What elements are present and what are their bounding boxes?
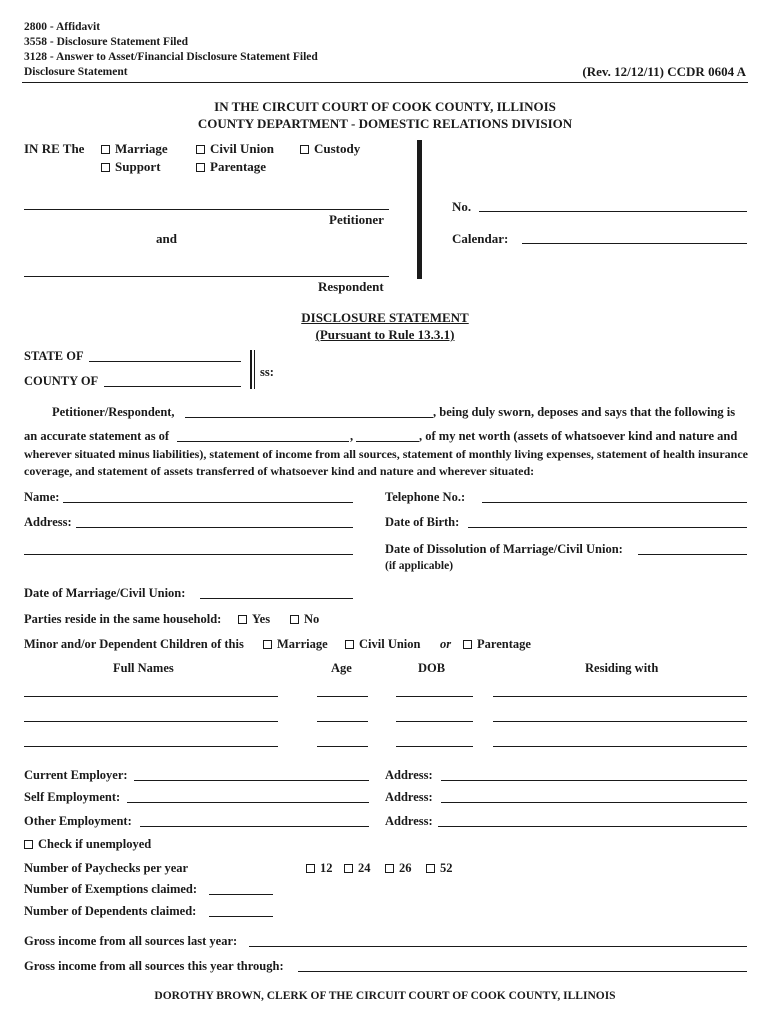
checkbox-icon[interactable] (101, 163, 110, 172)
paychecks-52-option[interactable]: 52 (426, 862, 453, 875)
checkbox-icon[interactable] (385, 864, 394, 873)
dissolution-label: Date of Dissolution of Marriage/Civil Union: (385, 542, 623, 556)
child-3-residing-field[interactable] (493, 746, 747, 747)
other-employment-address-label: Address: (385, 814, 433, 828)
paychecks-26-option[interactable]: 26 (385, 862, 412, 875)
state-field[interactable] (89, 361, 241, 362)
checkbox-icon[interactable] (24, 840, 33, 849)
child-2-age-field[interactable] (317, 721, 368, 722)
if-applicable-note: (if applicable) (385, 560, 454, 572)
children-label: Minor and/or Dependent Children of this (24, 637, 244, 651)
form-code-answer-filed: 3128 - Answer to Asset/Financial Disclosure Statement Filed (24, 51, 318, 63)
children-marriage-option[interactable]: Marriage (263, 638, 328, 651)
current-employer-field[interactable] (134, 780, 369, 781)
col-dob: DOB (418, 661, 446, 675)
dob-label: Date of Birth: (385, 515, 460, 529)
paychecks-24-option[interactable]: 24 (344, 862, 371, 875)
dissolution-date-field[interactable] (638, 554, 747, 555)
household-no[interactable]: No (290, 613, 319, 626)
exemptions-field[interactable] (209, 894, 273, 895)
state-of-label: STATE OF (24, 349, 84, 363)
address-label: Address: (24, 515, 72, 529)
self-employment-address-field[interactable] (441, 802, 747, 803)
dob-field[interactable] (468, 527, 747, 528)
affiant-name-field[interactable] (185, 417, 433, 418)
court-division: COUNTY DEPARTMENT - DOMESTIC RELATIONS DIVISION (197, 116, 573, 131)
and-label: and (156, 231, 177, 246)
child-1-age-field[interactable] (317, 696, 368, 697)
respondent-line[interactable] (24, 276, 389, 277)
document-subtitle: (Pursuant to Rule 13.3.1) (315, 327, 455, 342)
statement-date-field[interactable] (177, 441, 349, 442)
household-yes[interactable]: Yes (238, 613, 270, 626)
checkbox-icon[interactable] (196, 163, 205, 172)
telephone-field[interactable] (482, 502, 747, 503)
child-3-age-field[interactable] (317, 746, 368, 747)
self-employment-address-label: Address: (385, 790, 433, 804)
self-employment-field[interactable] (127, 802, 369, 803)
col-residing-with: Residing with (585, 661, 659, 675)
court-name: IN THE CIRCUIT COURT OF COOK COUNTY, ILLINOIS (214, 99, 556, 114)
checkbox-icon[interactable] (101, 145, 110, 154)
checkbox-icon[interactable] (263, 640, 272, 649)
income-last-year-field[interactable] (249, 946, 747, 947)
caption-divider (417, 140, 422, 279)
col-full-names: Full Names (113, 661, 174, 675)
oath-sworn-text: , being duly sworn, deposes and says that the following is (433, 405, 736, 419)
self-employment-label: Self Employment: (24, 790, 121, 804)
oath-comma: , (350, 429, 354, 443)
children-civil-union-option[interactable]: Civil Union (345, 638, 420, 651)
petitioner-label: Petitioner (329, 212, 384, 227)
petitioner-line[interactable] (24, 209, 389, 210)
checkbox-icon[interactable] (344, 864, 353, 873)
document-title: DISCLOSURE STATEMENT (301, 310, 469, 325)
income-this-year-label: Gross income from all sources this year through: (24, 959, 284, 973)
dependents-label: Number of Dependents claimed: (24, 904, 197, 918)
children-parentage-option[interactable]: Parentage (463, 638, 531, 651)
checkbox-icon[interactable] (306, 864, 315, 873)
option-parentage[interactable]: Parentage (196, 160, 266, 173)
checkbox-icon[interactable] (463, 640, 472, 649)
form-code-affidavit: 2800 - Affidavit (24, 21, 101, 33)
marriage-date-label: Date of Marriage/Civil Union: (24, 586, 186, 600)
address-line-2[interactable] (24, 554, 353, 555)
paychecks-12-option[interactable]: 12 (306, 862, 333, 875)
income-last-year-label: Gross income from all sources last year: (24, 934, 238, 948)
child-1-name-field[interactable] (24, 696, 278, 697)
statement-year-field[interactable] (356, 441, 419, 442)
checkbox-icon[interactable] (238, 615, 247, 624)
children-or-text: or (440, 637, 452, 651)
exemptions-label: Number of Exemptions claimed: (24, 882, 198, 896)
case-number-field[interactable] (479, 211, 747, 212)
child-1-dob-field[interactable] (396, 696, 473, 697)
option-custody[interactable]: Custody (300, 142, 360, 155)
clerk-footer: DOROTHY BROWN, CLERK OF THE CIRCUIT COURT OF COOK COUNTY, ILLINOIS (154, 990, 616, 1002)
other-employment-label: Other Employment: (24, 814, 132, 828)
option-marriage[interactable]: Marriage (101, 142, 168, 155)
county-of-label: COUNTY OF (24, 374, 99, 388)
case-number-label: No. (452, 199, 472, 214)
paychecks-label: Number of Paychecks per year (24, 861, 189, 875)
child-2-residing-field[interactable] (493, 721, 747, 722)
checkbox-icon[interactable] (345, 640, 354, 649)
child-2-name-field[interactable] (24, 721, 278, 722)
venue-bracket-inner (254, 350, 255, 389)
oath-body: wherever situated minus liabilities), statement of income from all sources, statement of monthly living expenses, statement of health insurance coverage, and statement of assets transferred of whatsoever kind and nature and wherever situated: (24, 447, 748, 478)
in-re-label: IN RE The (24, 141, 85, 156)
address-field[interactable] (76, 527, 353, 528)
child-1-residing-field[interactable] (493, 696, 747, 697)
name-label: Name: (24, 490, 60, 504)
respondent-label: Respondent (318, 279, 384, 294)
form-code-disclosure-statement: Disclosure Statement (24, 66, 128, 78)
child-3-dob-field[interactable] (396, 746, 473, 747)
other-employment-address-field[interactable] (438, 826, 747, 827)
checkbox-icon[interactable] (196, 145, 205, 154)
checkbox-icon[interactable] (290, 615, 299, 624)
telephone-label: Telephone No.: (385, 490, 466, 504)
oath-date-label: an accurate statement as of (24, 429, 170, 443)
current-employer-address-field[interactable] (441, 780, 747, 781)
ss-label: ss: (260, 365, 274, 379)
income-this-year-field[interactable] (298, 971, 747, 972)
option-support[interactable]: Support (101, 160, 161, 173)
county-field[interactable] (104, 386, 241, 387)
revision-code: (Rev. 12/12/11) CCDR 0604 A (582, 64, 746, 79)
oath-networth-text: , of my net worth (assets of whatsoever kind and nature and (419, 429, 738, 443)
household-label: Parties reside in the same household: (24, 612, 222, 626)
unemployed-option[interactable]: Check if unemployed (24, 838, 151, 851)
header-rule (22, 82, 748, 83)
current-employer-address-label: Address: (385, 768, 433, 782)
calendar-label: Calendar: (452, 231, 509, 246)
child-3-name-field[interactable] (24, 746, 278, 747)
calendar-field[interactable] (522, 243, 747, 244)
current-employer-label: Current Employer: (24, 768, 128, 782)
venue-bracket-outer (250, 350, 252, 389)
other-employment-field[interactable] (140, 826, 369, 827)
child-2-dob-field[interactable] (396, 721, 473, 722)
col-age: Age (331, 661, 352, 675)
checkbox-icon[interactable] (426, 864, 435, 873)
checkbox-icon[interactable] (300, 145, 309, 154)
dependents-field[interactable] (209, 916, 273, 917)
name-field[interactable] (63, 502, 353, 503)
form-code-disclosure-filed: 3558 - Disclosure Statement Filed (24, 36, 188, 48)
option-civil-union[interactable]: Civil Union (196, 142, 274, 155)
marriage-date-field[interactable] (200, 598, 353, 599)
oath-lead: Petitioner/Respondent, (52, 405, 175, 419)
